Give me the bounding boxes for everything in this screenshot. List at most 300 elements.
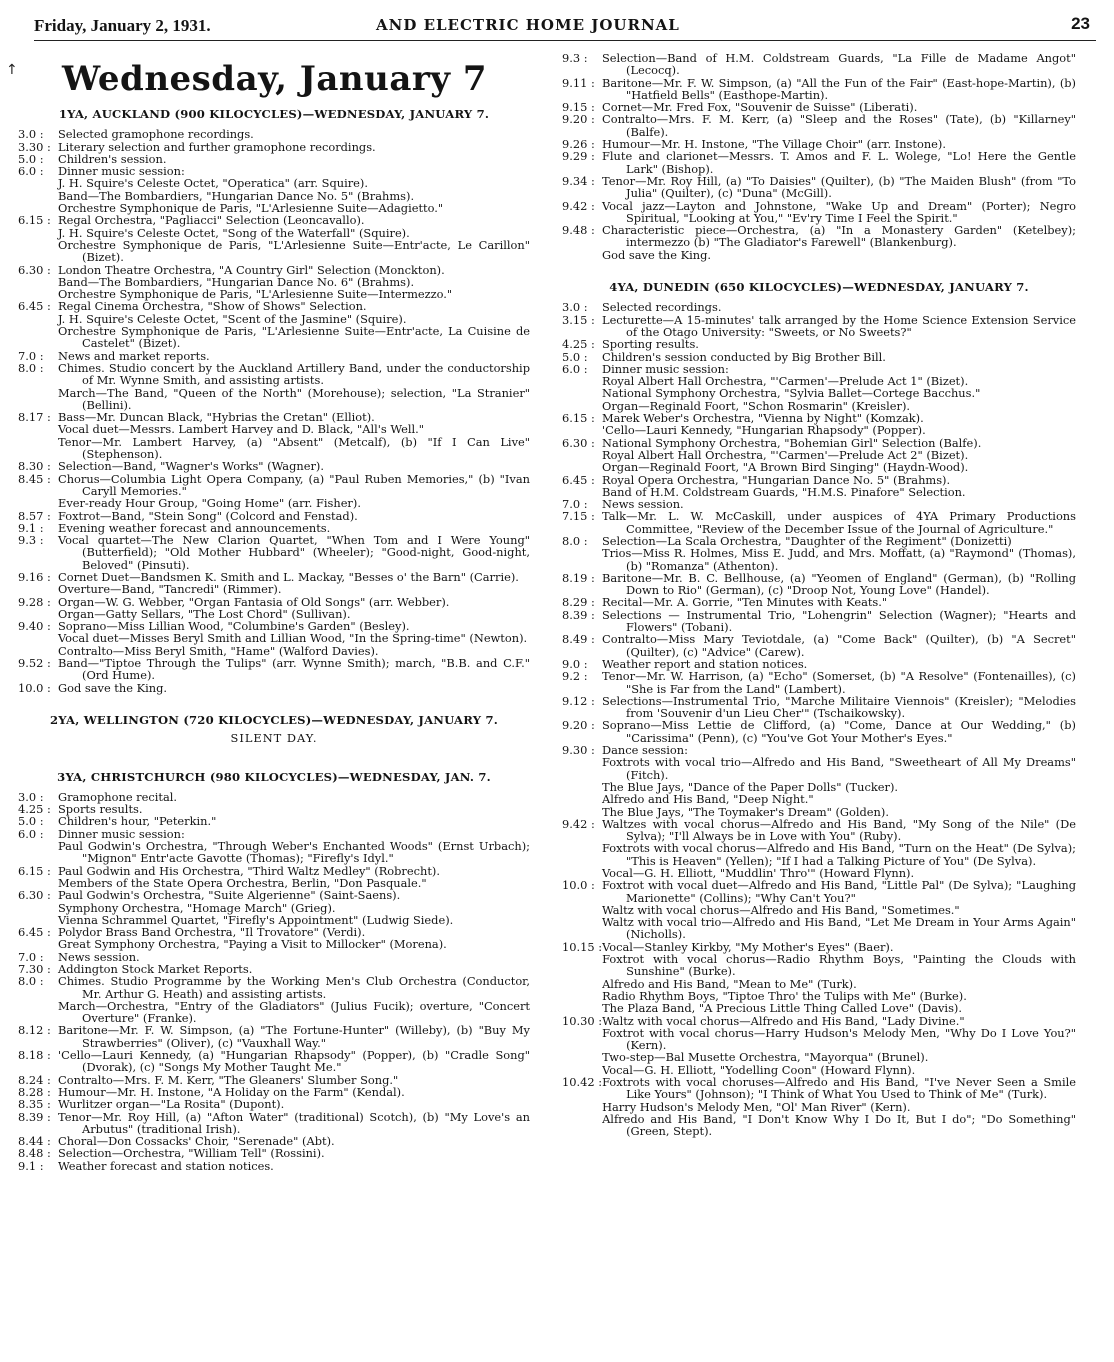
- entry-time: 9.15 :: [562, 100, 595, 115]
- entry-details: [58, 926, 530, 951]
- program-entry: [562, 941, 1076, 1015]
- entry-details: [58, 411, 530, 460]
- page-number: 23: [1071, 14, 1090, 33]
- entry-time: 8.44 :: [18, 1134, 51, 1149]
- entry-line: Weather report and station notices.: [602, 656, 808, 671]
- entry-details: [602, 77, 1076, 102]
- program-entry: [562, 412, 1076, 437]
- entry-line: Organ—Gatty Sellars, "The Lost Chord" (Sullivan).: [58, 606, 351, 621]
- entry-line: Flute and clarionet—Messrs. T. Amos and F. L. Wolege, "Lo! Here the Gentle Lark" (Bishop).: [602, 149, 1076, 176]
- entry-line: The Plaza Band, "A Precious Little Thing Called Love" (Davis).: [602, 1001, 962, 1016]
- entry-line: Soprano—Miss Lillian Wood, "Columbine's Garden" (Besley).: [58, 619, 410, 634]
- program-entry: [18, 657, 530, 682]
- entry-line: Humour—Mr. H. Instone, "The Village Choir" (arr. Instone).: [602, 137, 946, 152]
- station-section: [18, 771, 530, 1173]
- entry-line: Chimes. Studio Programme by the Working Men's Club Orchestra (Conductor, Mr. Arthur G. Heath) and assisting artists.: [58, 974, 530, 1001]
- entry-line: Orchestre Symphonique de Paris, "L'Arlesienne Suite—Adagietto.": [58, 201, 444, 216]
- program-entry: [18, 1160, 530, 1172]
- entry-line: Foxtrots with vocal trio—Alfredo and His Band, "Sweetheart of All My Dreams" (Fitch).: [602, 755, 1076, 782]
- program-entry: [562, 301, 1076, 313]
- entry-line: Organ—W. G. Webber, "Organ Fantasia of Old Songs" (arr. Webber).: [58, 594, 450, 609]
- entry-line: Royal Opera Orchestra, "Hungarian Dance No. 5" (Brahms).: [602, 472, 951, 487]
- entry-time: 6.30 :: [18, 262, 51, 277]
- entry-line: Foxtrots with vocal choruses—Alfredo and His Band, "I've Never Seen a Smile Like Yours" (Johnson); "I Think of What You Used to Think of Me" (Turk).: [602, 1075, 1076, 1102]
- program-entry: [18, 828, 530, 865]
- entry-line: Foxtrot with vocal chorus—Harry Hudson's Melody Men, "Why Do I Love You?" (Kern).: [602, 1025, 1076, 1053]
- entry-line: Cornet—Mr. Fred Fox, "Souvenir de Suisse" (Liberati).: [602, 100, 918, 115]
- entry-line: The Blue Jays, "Dance of the Paper Dolls" (Tucker).: [602, 779, 899, 794]
- entry-time: 9.0 :: [562, 656, 588, 671]
- entry-time: 8.0 :: [18, 974, 44, 989]
- entry-line: Baritone—Mr. F. W. Simpson, (a) "The Fortune-Hunter" (Willeby), (b) "Buy My Strawberries" (Oliver), (c) "Vauxhall Way.": [58, 1023, 530, 1050]
- left-column: [18, 50, 530, 1172]
- entry-details: [58, 1147, 530, 1159]
- entry-line: Baritone—Mr. F. W. Simpson, (a) "All the Fun of the Fair" (East-hope-Martin), (b) "Hatfield Bells" (Easthope-Martin).: [602, 75, 1076, 102]
- entry-line: Literary selection and further gramophone recordings.: [58, 139, 376, 154]
- entry-details: [58, 214, 530, 263]
- entry-line: Choral—Don Cossacks' Choir, "Serenade" (Abt).: [58, 1134, 335, 1149]
- program-entry: [18, 596, 530, 621]
- entry-line: Vocal—Stanley Kirkby, "My Mother's Eyes" (Baer).: [602, 939, 894, 954]
- entry-time: 6.30 :: [18, 888, 51, 903]
- program-entry: [18, 865, 530, 890]
- entry-line: Alfredo and His Band, "Mean to Me" (Turk).: [602, 976, 857, 991]
- entry-time: 8.18 :: [18, 1048, 51, 1063]
- program-entry: [18, 214, 530, 263]
- entry-line: Dinner music session:: [602, 361, 729, 376]
- entry-details: [602, 437, 1076, 474]
- entry-time: 9.3 :: [562, 51, 588, 65]
- entry-line: Orchestre Symphonique de Paris, "L'Arlesienne Suite—Intermezzo.": [58, 287, 453, 302]
- program-entry: [562, 744, 1076, 818]
- entry-time: 3.0 :: [562, 300, 588, 315]
- program-entry: [562, 351, 1076, 363]
- entry-line: J. H. Squire's Celeste Octet, "Operatica" (arr. Squire).: [58, 176, 368, 191]
- entry-time: 8.28 :: [18, 1084, 51, 1099]
- entry-details: [58, 473, 530, 510]
- entry-line: Foxtrot with vocal duet—Alfredo and His Band, "Little Pal" (De Sylva); "Laughing Marionette" (Collins); "Why Can't You?": [602, 878, 1076, 905]
- entry-time: 9.40 :: [18, 619, 51, 634]
- entry-time: 9.11 :: [562, 75, 595, 90]
- entry-line: Waltzes with vocal chorus—Alfredo and His Band, "My Song of the Nile" (De Sylva); "I'll Always be in Love with You" (Ruby).: [602, 816, 1076, 844]
- entry-details: [602, 609, 1076, 634]
- entry-line: Royal Albert Hall Orchestra, "'Carmen'—Prelude Act 2" (Bizet).: [602, 447, 969, 462]
- program-entry: [18, 1147, 530, 1159]
- program-entry: [18, 300, 530, 349]
- header-journal-title: AND ELECTRIC HOME JOURNAL: [376, 16, 680, 34]
- entry-time: 8.48 :: [18, 1146, 51, 1161]
- station-section: [562, 281, 1076, 1137]
- entry-details: [58, 300, 530, 349]
- program-entry: [18, 534, 530, 571]
- entry-line: Cornet Duet—Bandsmen K. Smith and L. Mackay, "Besses o' the Barn" (Carrie).: [58, 569, 519, 584]
- entry-time: 10.42 :: [562, 1075, 603, 1090]
- entry-line: Harry Hudson's Melody Men, "Ol' Man River" (Kern).: [602, 1099, 911, 1114]
- program-entry: [562, 474, 1076, 499]
- entry-line: Orchestre Symphonique de Paris, "L'Arlesienne Suite—Entr'acte, Le Carillon" (Bizet).: [58, 237, 530, 265]
- program-entry: [562, 609, 1076, 634]
- entry-details: [602, 535, 1076, 572]
- entry-line: Characteristic piece—Orchestra, (a) "In a Monastery Garden" (Ketelbey); intermezzo (b) "The Gladiator's Farewell" (Blankenburg).: [602, 223, 1076, 250]
- program-entry: [18, 926, 530, 951]
- entry-details: [602, 52, 1076, 77]
- entry-line: Contralto—Mrs. F. M. Kerr, "The Gleaners' Slumber Song.": [58, 1072, 399, 1087]
- entry-line: Members of the State Opera Orchestra, Berlin, "Don Pasquale.": [58, 875, 427, 890]
- entry-line: Polydor Brass Band Orchestra, "Il Trovatore" (Verdi).: [58, 925, 366, 940]
- entry-time: 6.0 :: [562, 361, 588, 376]
- entry-line: Selections — Instrumental Trio, "Lohengrin" Selection (Wagner); "Hearts and Flowers" (Tobani).: [602, 607, 1076, 635]
- program-entry: [18, 411, 530, 460]
- station-section: [18, 714, 530, 763]
- entry-line: Chorus—Columbia Light Opera Company, (a) "Paul Ruben Memories," (b) "Ivan Caryll Memories.": [58, 471, 530, 498]
- program-entry: [562, 719, 1076, 744]
- program-entry: [18, 975, 530, 1024]
- entry-line: Regal Cinema Orchestra, "Show of Shows" Selection.: [58, 299, 367, 314]
- entry-line: Symphony Orchestra, "Homage March" (Grieg).: [58, 900, 336, 915]
- entry-line: Addington Stock Market Reports.: [58, 962, 253, 976]
- program-entry: [18, 473, 530, 510]
- entry-time: 8.49 :: [562, 632, 595, 647]
- entry-details: [602, 670, 1076, 695]
- entry-line: Marek Weber's Orchestra, "Vienna by Night" (Komzak).: [602, 411, 924, 426]
- entry-line: Foxtrot with vocal chorus—Radio Rhythm Boys, "Painting the Clouds with Sunshine" (Burke).: [602, 952, 1076, 979]
- entry-line: Children's session conducted by Big Brother Bill.: [602, 349, 886, 364]
- entry-line: Great Symphony Orchestra, "Paying a Visit to Millocker" (Morena).: [58, 937, 447, 952]
- entry-line: Two-step—Bal Musette Orchestra, "Mayorqua" (Brunel).: [602, 1050, 929, 1065]
- entry-details: [602, 633, 1076, 658]
- entry-line: Waltz with vocal chorus—Alfredo and His Band, "Sometimes.": [602, 902, 960, 917]
- entry-details: [602, 1015, 1076, 1076]
- entry-details: [58, 510, 530, 522]
- program-entry: [562, 113, 1076, 138]
- entry-line: Royal Albert Hall Orchestra, "'Carmen'—Prelude Act 1" (Bizet).: [602, 374, 969, 389]
- entry-line: News session.: [58, 949, 140, 964]
- entry-line: Selection—La Scala Orchestra, "Daughter of the Regiment" (Donizetti): [602, 533, 1012, 548]
- entry-line: Vocal duet—Misses Beryl Smith and Lillian Wood, "In the Spring-time" (Newton).: [58, 631, 528, 646]
- program-entry: [562, 314, 1076, 339]
- entry-details: [602, 744, 1076, 818]
- station-subheading: SILENT DAY.: [230, 731, 318, 746]
- entry-time: 8.24 :: [18, 1072, 51, 1087]
- program-entry: [18, 1098, 530, 1110]
- entry-line: God save the King.: [602, 247, 711, 262]
- page-header: [34, 14, 1096, 41]
- entry-details: [58, 815, 530, 827]
- entry-time: 9.20 :: [562, 718, 595, 733]
- entry-line: Regal Orchestra, "Pagliacci" Selection (Leoncavallo).: [58, 213, 365, 228]
- entry-time: 9.42 :: [562, 198, 595, 213]
- program-entry: [562, 200, 1076, 225]
- entry-line: Band—"Tiptoe Through the Tulips" (arr. Wynne Smith); march, "B.B. and C.F." (Ord Hume).: [58, 656, 530, 683]
- entry-details: [58, 128, 530, 140]
- program-entry: [562, 52, 1076, 77]
- entry-details: [58, 620, 530, 657]
- entry-time: 9.52 :: [18, 656, 51, 671]
- entry-time: 6.30 :: [562, 435, 595, 450]
- entry-time: 9.48 :: [562, 223, 595, 238]
- entry-line: Tenor—Mr. W. Harrison, (a) "Echo" (Somerset, (b) "A Resolve" (Fontenailles), (c) "She is Far from the Land" (Lambert).: [602, 669, 1076, 696]
- entry-time: 8.17 :: [18, 410, 51, 425]
- entry-details: [602, 200, 1076, 225]
- entry-line: News and market reports.: [58, 348, 210, 363]
- entry-details: [602, 175, 1076, 200]
- entry-line: J. H. Squire's Celeste Octet, "Scent of the Jasmine" (Squire).: [58, 311, 407, 326]
- entry-details: [602, 719, 1076, 744]
- entry-line: Overture—Band, "Tancredi" (Rimmer).: [58, 582, 282, 597]
- program-entry: [18, 889, 530, 926]
- program-entry: [18, 510, 530, 522]
- entry-time: 9.1 :: [18, 520, 44, 535]
- entry-details: [602, 818, 1076, 879]
- program-entry: [562, 535, 1076, 572]
- entry-time: 3.0 :: [18, 789, 44, 804]
- entry-line: Alfredo and His Band, "I Don't Know Why I Do It, But I do"; "Do Something" (Green, Stept).: [602, 1111, 1076, 1139]
- program-entry: [562, 596, 1076, 608]
- entry-line: Dance session:: [602, 743, 688, 758]
- entry-line: Waltz with vocal chorus—Alfredo and His Band, "Lady Divine.": [602, 1013, 965, 1028]
- entry-time: 9.28 :: [18, 594, 51, 609]
- program-entry: [562, 77, 1076, 102]
- entry-line: National Symphony Orchestra, "Bohemian Girl" Selection (Balfe).: [602, 435, 982, 450]
- entry-details: [58, 571, 530, 596]
- entry-time: 6.45 :: [18, 925, 51, 940]
- entry-time: 9.20 :: [562, 112, 595, 127]
- program-entry: [18, 264, 530, 301]
- entry-line: Wurlitzer organ—"La Rosita" (Dupont).: [58, 1097, 285, 1112]
- entry-details: [58, 1024, 530, 1049]
- program-entry: [562, 437, 1076, 474]
- entry-time: 6.15 :: [562, 411, 595, 426]
- entry-time: 6.0 :: [18, 164, 44, 179]
- entry-line: Paul Godwin's Orchestra, "Suite Algerienne" (Saint-Saens).: [58, 888, 401, 903]
- entry-details: [602, 572, 1076, 597]
- entry-line: Contralto—Miss Beryl Smith, "Hame" (Walford Davies).: [58, 643, 379, 658]
- program-entry: [562, 879, 1076, 940]
- entry-time: 9.1 :: [18, 1158, 44, 1173]
- entry-line: Vienna Schrammel Quartet, "Firefly's Appointment" (Ludwig Siede).: [58, 912, 454, 927]
- entry-line: Waltz with vocal trio—Alfredo and His Band, "Let Me Dream in Your Arms Again" (Nicholls).: [602, 915, 1076, 942]
- entry-line: Tenor—Mr. Roy Hill, (a) "Afton Water" (traditional) Scotch), (b) "My Love's an Arbutus" (traditional Irish).: [58, 1109, 530, 1136]
- header-date: Friday, January 2, 1931.: [34, 16, 211, 35]
- entry-time: 6.0 :: [18, 826, 44, 841]
- program-entry: [18, 1049, 530, 1074]
- entry-details: [602, 301, 1076, 313]
- program-entry: [18, 362, 530, 411]
- entry-time: 8.0 :: [18, 360, 44, 375]
- main-title: Wednesday, January 7: [62, 59, 488, 99]
- entry-details: [58, 1111, 530, 1136]
- entry-details: [58, 975, 530, 1024]
- entry-time: 6.15 :: [18, 213, 51, 228]
- entry-time: 8.39 :: [562, 607, 595, 622]
- entry-time: 9.26 :: [562, 137, 595, 152]
- entry-time: 9.42 :: [562, 816, 595, 831]
- entry-time: 8.35 :: [18, 1097, 51, 1112]
- entry-details: [602, 1076, 1076, 1137]
- entry-line: Vocal quartet—The New Clarion Quartet, "When Tom and I Were Young" (Butterfield); "Old Mother Hubbard" (Wheeler); "Good-night, Good-night, Beloved" (Pinsuti).: [58, 533, 530, 572]
- entry-line: The Blue Jays, "The Toymaker's Dream" (Golden).: [602, 804, 889, 819]
- program-entry: [18, 1111, 530, 1136]
- entry-time: 8.39 :: [18, 1109, 51, 1124]
- entry-line: Vocal—G. H. Elliott, "Muddlin' Thro'" (Howard Flynn).: [602, 866, 915, 880]
- entry-time: 8.30 :: [18, 459, 51, 474]
- entry-line: 'Cello—Lauri Kennedy, (a) "Hungarian Rhapsody" (Popper), (b) "Cradle Song" (Dvorak), (c) "Songs My Mother Taught Me.": [58, 1048, 530, 1075]
- entry-line: Tenor—Mr. Lambert Harvey, (a) "Absent" (Metcalf), (b) "If I Can Live" (Stephenson).: [58, 434, 530, 462]
- entry-time: 8.29 :: [562, 595, 595, 610]
- margin-mark-icon: ↑: [6, 62, 18, 78]
- entry-details: [58, 264, 530, 301]
- entry-time: 5.0 :: [18, 151, 44, 166]
- entry-details: [58, 1098, 530, 1110]
- entry-details: [602, 224, 1076, 261]
- entry-line: March—The Band, "Queen of the North" (Morehouse); selection, "La Stranier" (Bellini).: [58, 385, 530, 412]
- entry-time: 6.45 :: [18, 299, 51, 314]
- entry-line: Organ—Reginald Foort, "Schon Rosmarin" (Kreisler).: [602, 398, 911, 413]
- entry-line: Baritone—Mr. B. C. Bellhouse, (a) "Yeomen of England" (German), (b) "Rolling Down to Rio" (German), (c) "Droop Not, Young Love" (Handel).: [602, 570, 1076, 598]
- station-section: [562, 52, 1076, 273]
- entry-time: 3.30 :: [18, 139, 51, 154]
- entry-line: Band of H.M. Coldstream Guards, "H.M.S. Pinafore" Selection.: [602, 484, 966, 499]
- program-entry: [562, 224, 1076, 261]
- entry-time: 8.57 :: [18, 508, 51, 523]
- entry-details: [602, 596, 1076, 608]
- right-column: [562, 52, 1076, 1138]
- entry-line: Soprano—Miss Lettie de Clifford, (a) "Come, Dance at Our Wedding," (b) "Carissima" (Penn), (c) "You've Got Your Mother's Eyes.": [602, 718, 1076, 745]
- entry-line: News session.: [602, 497, 684, 512]
- entry-line: Trios—Miss R. Holmes, Miss E. Judd, and Mrs. Moffatt, (a) "Raymond" (Thomas), (b) "Romanza" (Athenton).: [602, 546, 1076, 573]
- entry-line: Dinner music session:: [58, 826, 185, 841]
- entry-details: [602, 695, 1076, 720]
- entry-line: Selection—Band of H.M. Coldstream Guards, "La Fille de Madame Angot" (Lecocq).: [602, 51, 1076, 78]
- entry-line: J. H. Squire's Celeste Octet, "Song of the Waterfall" (Squire).: [58, 225, 410, 240]
- entry-time: 9.29 :: [562, 149, 595, 164]
- entry-line: Selection—Orchestra, "William Tell" (Rossini).: [58, 1146, 325, 1161]
- entry-time: 7.30 :: [18, 962, 51, 976]
- entry-time: 5.0 :: [562, 349, 588, 364]
- entry-line: Talk—Mr. L. W. McCaskill, under auspices of 4YA Primary Productions Committee, "Review of the December Issue of the Journal of Agriculture.": [602, 509, 1076, 536]
- program-entry: [562, 510, 1076, 535]
- entry-time: 9.3 :: [18, 533, 44, 548]
- entry-time: 4.25 :: [562, 337, 595, 352]
- station-heading: 4YA, DUNEDIN (650 KILOCYCLES)—WEDNESDAY, JANUARY 7.: [609, 280, 1029, 295]
- entry-time: 9.34 :: [562, 173, 595, 188]
- entry-details: [58, 1160, 530, 1172]
- program-entry: [562, 1076, 1076, 1137]
- entry-time: 9.30 :: [562, 743, 595, 758]
- entry-details: [58, 362, 530, 411]
- entry-details: [602, 338, 1076, 350]
- section-gap: [18, 751, 530, 763]
- entry-details: [602, 510, 1076, 535]
- program-entry: [18, 460, 530, 472]
- entry-time: 9.2 :: [562, 669, 588, 684]
- entry-line: Selected gramophone recordings.: [58, 127, 254, 142]
- program-entry: [562, 633, 1076, 658]
- entry-line: Humour—Mr. H. Instone, "A Holiday on the Farm" (Kendal).: [58, 1084, 405, 1099]
- program-entry: [18, 682, 530, 694]
- entry-details: [602, 314, 1076, 339]
- entry-line: Band—The Bombardiers, "Hungarian Dance No. 6" (Brahms).: [58, 274, 415, 289]
- program-entry: [562, 572, 1076, 597]
- entry-time: 3.0 :: [18, 127, 44, 142]
- program-entry: [18, 571, 530, 596]
- entry-details: [602, 351, 1076, 363]
- program-entry: [562, 1015, 1076, 1076]
- entry-details: [58, 865, 530, 890]
- entry-details: [58, 596, 530, 621]
- entry-time: 3.15 :: [562, 312, 595, 327]
- program-entry: [562, 150, 1076, 175]
- entry-line: Selections—Instrumental Trio, "Marche Militaire Viennois" (Kreisler); "Melodies from 'Souvenir d'un Lieu Cher'" (Tschaikowsky).: [602, 693, 1076, 721]
- entry-time: 7.0 :: [18, 949, 44, 964]
- entry-details: [602, 150, 1076, 175]
- program-entry: [18, 620, 530, 657]
- entry-line: Dinner music session:: [58, 164, 185, 179]
- program-entry: [18, 165, 530, 214]
- entry-time: 7.0 :: [562, 497, 588, 512]
- entry-details: [58, 682, 530, 694]
- entry-line: National Symphony Orchestra, "Sylvia Ballet—Cortege Bacchus.": [602, 386, 981, 401]
- entry-line: Foxtrot—Band, "Stein Song" (Colcord and Fenstad).: [58, 508, 358, 523]
- entry-line: God save the King.: [58, 680, 167, 695]
- entry-details: [602, 941, 1076, 1015]
- entry-line: Organ—Reginald Foort, "A Brown Bird Singing" (Haydn-Wood).: [602, 460, 969, 475]
- entry-details: [58, 460, 530, 472]
- entry-line: Contralto—Mrs. F. M. Kerr, (a) "Sleep and the Roses" (Tate), (b) "Killarney" (Balfe).: [602, 112, 1076, 139]
- entry-details: [602, 474, 1076, 499]
- entry-details: [58, 889, 530, 926]
- entry-details: [602, 412, 1076, 437]
- entry-time: 8.19 :: [562, 570, 595, 585]
- entry-line: Radio Rhythm Boys, "Tiptoe Thro' the Tulips with Me" (Burke).: [602, 988, 967, 1003]
- program-entry: [18, 128, 530, 140]
- section-gap: [18, 694, 530, 706]
- entry-line: 'Cello—Lauri Kennedy, "Hungarian Rhapsody" (Popper).: [602, 423, 926, 438]
- entry-details: [602, 879, 1076, 940]
- entry-line: Gramophone recital.: [58, 789, 178, 804]
- entry-line: Vocal jazz—Layton and Johnstone, "Wake Up and Dream" (Porter); Negro Spiritual, "Looking at You," "Ev'ry Time I Feel the Spirit.": [602, 198, 1076, 225]
- program-entry: [562, 695, 1076, 720]
- entry-line: Lecturette—A 15-minutes' talk arranged by the Home Science Extension Service of the Otago University: "Sweets, or No Sweets?": [602, 312, 1076, 339]
- entry-details: [58, 1049, 530, 1074]
- station-heading: 3YA, CHRISTCHURCH (980 KILOCYCLES)—WEDNESDAY, JAN. 7.: [57, 769, 491, 784]
- entry-line: Sporting results.: [602, 337, 699, 352]
- entry-line: Weather forecast and station notices.: [58, 1158, 274, 1173]
- entry-details: [602, 363, 1076, 412]
- entry-time: 10.30 :: [562, 1013, 603, 1028]
- entry-line: Vocal—G. H. Elliott, "Yodelling Coon" (Howard Flynn).: [602, 1062, 916, 1077]
- entry-line: Alfredo and His Band, "Deep Night.": [602, 792, 814, 807]
- entry-line: Paul Godwin and His Orchestra, "Third Waltz Medley" (Robrecht).: [58, 863, 440, 878]
- entry-time: 4.25 :: [18, 802, 51, 817]
- station-section: [18, 108, 530, 706]
- entry-details: [602, 113, 1076, 138]
- entry-time: 8.45 :: [18, 471, 51, 486]
- entry-time: 8.12 :: [18, 1023, 51, 1038]
- entry-details: [58, 657, 530, 682]
- program-entry: [562, 175, 1076, 200]
- program-entry: [562, 338, 1076, 350]
- entry-line: Bass—Mr. Duncan Black, "Hybrias the Cretan" (Elliot).: [58, 410, 375, 425]
- entry-line: London Theatre Orchestra, "A Country Girl" Selection (Monckton).: [58, 262, 445, 277]
- entry-time: 10.0 :: [18, 680, 51, 695]
- entry-time: 10.0 :: [562, 878, 595, 893]
- entry-line: Foxtrots with vocal chorus—Alfredo and His Band, "Turn on the Heat" (De Sylva); "This is Heaven" (Yellen); "If I had a Talking Picture of You" (De Sylva).: [602, 841, 1076, 868]
- program-entry: [562, 363, 1076, 412]
- program-entry: [18, 815, 530, 827]
- section-gap: [562, 261, 1076, 273]
- entry-line: Contralto—Miss Mary Teviotdale, (a) "Come Back" (Quilter), (b) "A Secret" (Quilter), (c) "Advice" (Carew).: [602, 632, 1076, 659]
